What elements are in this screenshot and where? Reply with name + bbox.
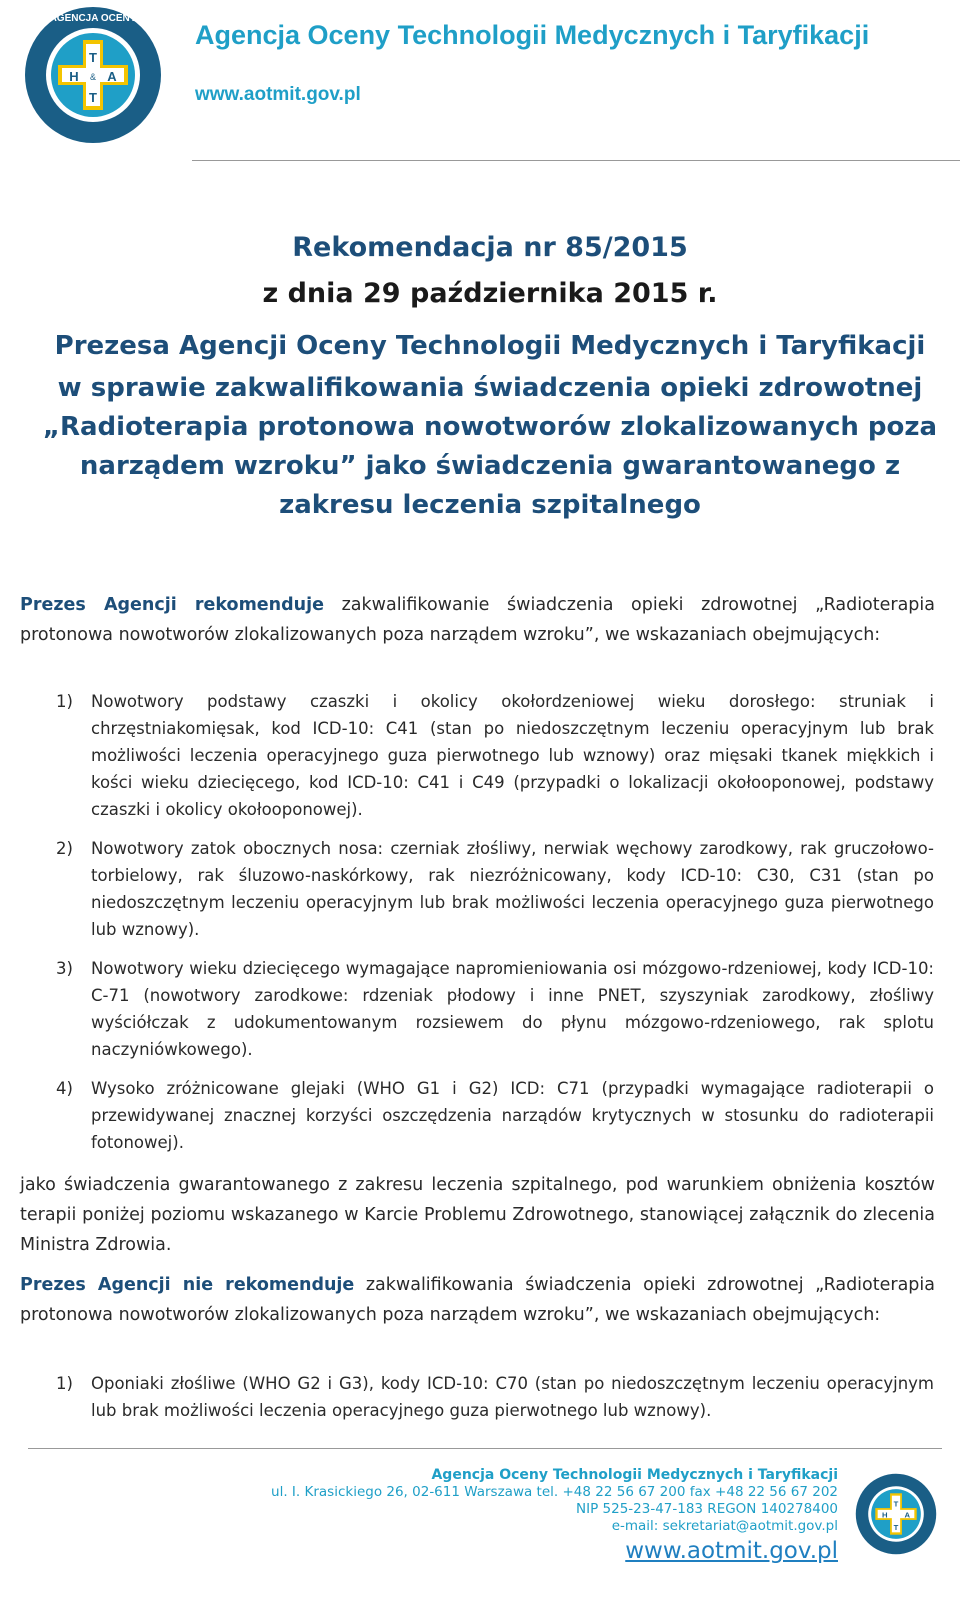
footer-email[interactable]: e-mail: sekretariat@aotmit.gov.pl: [611, 1518, 838, 1534]
svg-text:&: &: [89, 72, 97, 82]
svg-text:T: T: [893, 1522, 899, 1532]
footer-org-name: Agencja Oceny Technologii Medycznych i Taryfikacji: [431, 1467, 838, 1483]
list-item: [56, 688, 934, 823]
not-recommend-text: zakwalifikowania świadczenia opieki zdrowotnej „Radioterapia protonowa nowotworów zlokalizowanych poza narządem wzroku”, we wskazaniach obejmujących:: [20, 1275, 935, 1325]
item-text: Wysoko zróżnicowane glejaki (WHO G1 i G2) ICD: C71 (przypadki wymagające radioterapii o przewidywanej znacznej korzyści oszczędzenia narządów krytycznych w stosunku do radioterapii fotonowej).: [91, 1079, 934, 1152]
aotmit-logo: [22, 4, 164, 146]
recommendation-number: Rekomendacja nr 85/2015: [292, 232, 688, 263]
issuer-line: Prezesa Agencji Oceny Technologii Medycznych i Taryfikacji: [54, 331, 926, 361]
recommend-text: zakwalifikowanie świadczenia opieki zdrowotnej „Radioterapia protonowa nowotworów zlokalizowanych poza narządem wzroku”, we wskazaniach obejmujących:: [20, 595, 935, 645]
subject-line: w sprawie zakwalifikowania świadczenia opieki zdrowotnej „Radioterapia protonowa nowotworów zlokalizowanych poza narządem wzroku” jako świadczenia gwarantowanego z zakresu leczenia szpitalnego: [42, 373, 938, 520]
recommend-lead: Prezes Agencji rekomenduje: [20, 595, 324, 615]
list-item: [56, 1370, 934, 1424]
svg-text:H: H: [881, 1510, 888, 1520]
footer-ids: NIP 525-23-47-183 REGON 140278400: [576, 1501, 838, 1517]
svg-text:A: A: [107, 69, 117, 84]
org-url-link[interactable]: www.aotmit.gov.pl: [195, 84, 361, 105]
recommendation-date: z dnia 29 października 2015 r.: [262, 278, 718, 309]
not-recommend-list: [56, 1370, 934, 1436]
svg-text:H: H: [69, 69, 79, 84]
not-recommend-lead: Prezes Agencji nie rekomenduje: [20, 1275, 355, 1295]
document-title: [20, 228, 960, 525]
document-header: [0, 0, 960, 162]
svg-text:A: A: [904, 1510, 911, 1520]
document-footer: [271, 1466, 838, 1567]
aotmit-logo-small: [854, 1472, 938, 1556]
item-text: Nowotwory wieku dziecięcego wymagające napromieniowania osi mózgowo-rdzeniowej, kody ICD-10: C-71 (nowotwory zarodkowe: rdzeniak płodowy i inne PNET, szyszyniak zarodkowy, złośliwy wyściółczak z udokumentowanym rozsiewem do płynu mózgowo-rdzeniowego, rak splotu naczyniówkowego).: [91, 959, 934, 1059]
footer-url-link[interactable]: www.aotmit.gov.pl: [625, 1538, 838, 1564]
item-text: Oponiaki złośliwe (WHO G2 i G3), kody ICD-10: C70 (stan po niedoszczętnym leczeniu operacyjnym lub brak możliwości leczenia operacyjnego guza pierwotnego lub wznowy).: [91, 1374, 934, 1420]
list-item: [56, 835, 934, 943]
footer-address: ul. I. Krasickiego 26, 02-611 Warszawa tel. +48 22 56 67 200 fax +48 22 56 67 202: [271, 1484, 838, 1500]
item-number: 4): [56, 1079, 73, 1098]
svg-text:T: T: [89, 90, 97, 105]
item-text: Nowotwory zatok obocznych nosa: czerniak złośliwy, nerwiak węchowy zarodkowy, rak gruczołowo-torbielowy, rak śluzowo-naskórkowy, rak niezróżnicowany, kody ICD-10: C30, C31 (stan po niedoszczętnym leczeniu operacyjnym lub brak możliwości leczenia operacyjnego guza pierwotnego lub wznowy).: [91, 839, 934, 939]
recommend-intro: [20, 590, 935, 650]
svg-text:AGENCJA OCENY: AGENCJA OCENY: [49, 13, 137, 24]
not-recommend-intro: [20, 1270, 935, 1330]
item-number: 3): [56, 959, 73, 978]
list-item: [56, 955, 934, 1063]
footer-divider: [28, 1448, 942, 1449]
item-number: 2): [56, 839, 73, 858]
recommend-list: [56, 688, 934, 1168]
header-divider: [192, 160, 960, 161]
item-text: Nowotwory podstawy czaszki i okolicy okołordzeniowej wieku dorosłego: struniak i chrzęstniakomięsak, kod ICD-10: C41 (stan po niedoszczętnym leczeniu operacyjnym lub brak możliwości leczenia operacyjnego guza pierwotnego lub wznowy) oraz mięsaki tkanek miękkich i kości wieku dziecięcego, kod ICD-10: C41 i C49 (przypadki o lokalizacji okołooponowej, podstawy czaszki i okolicy okołooponowej).: [91, 692, 934, 819]
org-name: Agencja Oceny Technologii Medycznych i Taryfikacji: [195, 20, 870, 50]
svg-text:T: T: [89, 50, 97, 65]
item-number: 1): [56, 692, 73, 711]
item-number: 1): [56, 1374, 73, 1393]
list-item: [56, 1075, 934, 1156]
svg-text:T: T: [893, 1499, 899, 1509]
recommend-condition: jako świadczenia gwarantowanego z zakresu leczenia szpitalnego, pod warunkiem obniżenia kosztów terapii poniżej poziomu wskazanego w Karcie Problemu Zdrowotnego, stanowiącej załącznik do zlecenia Ministra Zdrowia.: [20, 1175, 935, 1255]
